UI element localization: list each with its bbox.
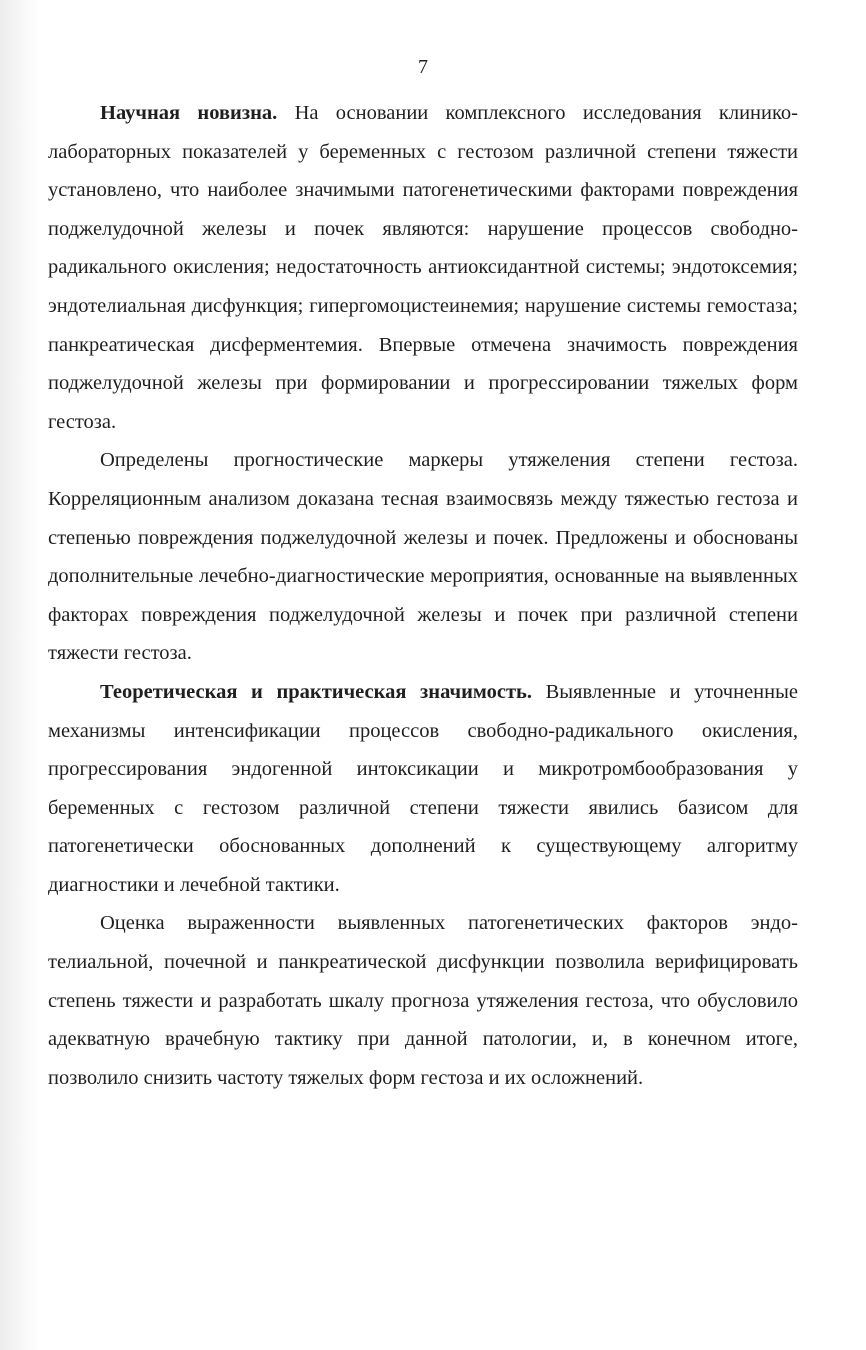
paragraph-text: Определены прогностические маркеры утяжеления степени гестоза. Корреляционным анализом доказана тесная взаимосвязь между тяжестью гестоза и степенью повреждения поджелудочной железы и почек. Предложены и обоснованы дополнительные лечебно-диагностические мероприятия, основанные на выявленных факторах повреждения поджелудочной железы и почек при различной степени тяжести гестоза. [48, 449, 798, 665]
paragraph-scientific-novelty [48, 94, 798, 441]
paragraph-text: На основании комплексного исследования клинико-лабораторных показателей у беременных с гестозом различной степени тяжести установлено, что наиболее значимыми патогенетическими факторами повреждения поджелудочной железы и почек являются: нарушение процессов свободно-радикального окисления; недостаточность антиоксидантной системы; эндотоксемия; эндотелиальная дисфункция; гипергомоцистеинемия; нарушение системы гемостаза; панкреатическая дисферментемия. Впервые отмечена значимость повреждения поджелудочной железы при формировании и прогрессировании тяжелых форм гестоза. [48, 102, 798, 433]
paragraph-severity-assessment [48, 904, 798, 1097]
document-body [48, 94, 798, 1097]
paragraph-text: Оценка выраженности выявленных патогенетических факторов эндотелиальной, почечной и панкреатической дисфункции позволила верифицировать степень тяжести и разработать шкалу прогноза утяжеления гестоза, что обусловило адекватную врачебную тактику при данной патологии, и, в конечном итоге, позволило снизить частоту тяжелых форм гестоза и их осложнений. [48, 912, 798, 1089]
page-number: 7 [418, 56, 428, 78]
paragraph-prognostic-markers [48, 441, 798, 673]
paragraph-heading: Теоретическая и практическая значимость. [100, 680, 532, 703]
paragraph-heading: Научная новизна. [100, 102, 278, 124]
scan-shadow-edge [0, 0, 40, 1350]
paragraph-practical-significance [48, 673, 798, 905]
paragraph-text: Выявленные и уточненные механизмы интенсификации процессов свободно-радикального окисления, прогрессирования эндогенной интоксикации и микротромбообразования у беременных с гестозом различной степени тяжести явились базисом для патогенетически обоснованных дополнений к существующему алгоритму диагностики и лечебной тактики. [48, 680, 798, 896]
